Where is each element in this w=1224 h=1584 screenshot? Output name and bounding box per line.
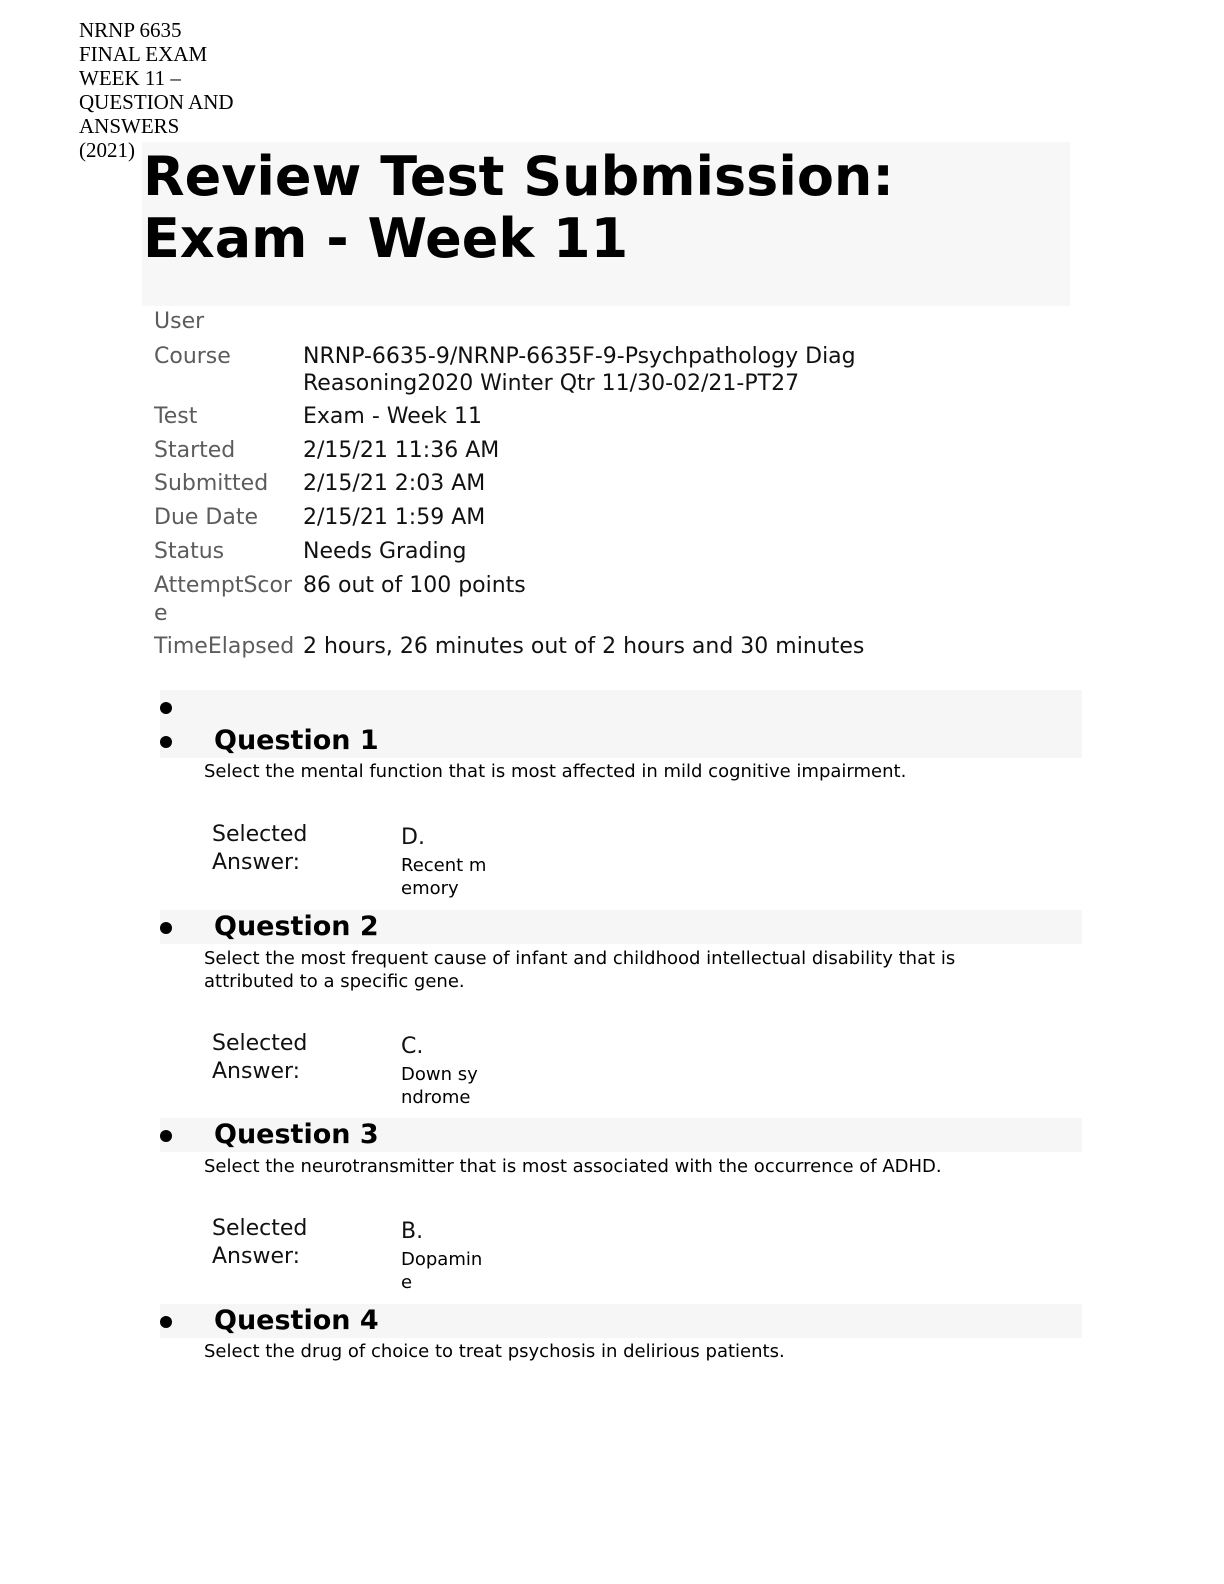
- question-1-answer-text: Recent memory: [401, 855, 487, 899]
- question-1-heading: Question 1: [214, 725, 379, 756]
- bullet-icon: [160, 702, 172, 714]
- test-label: Test: [154, 404, 198, 429]
- attempt-score-value: 86 out of 100 points: [303, 573, 526, 598]
- bullet-icon: [160, 922, 172, 934]
- empty-list-item-bar: [160, 690, 1082, 724]
- submitted-label: Submitted: [154, 471, 269, 496]
- bullet-icon: [160, 1316, 172, 1328]
- due-date-value: 2/15/21 1:59 AM: [303, 505, 486, 530]
- question-1-answer-letter: D.: [401, 825, 425, 850]
- course-value-line1: NRNP-6635-9/NRNP-6635F-9-Psychpathology Diag: [303, 344, 856, 369]
- question-4-text: Select the drug of choice to treat psychosis in delirious patients.: [204, 1341, 785, 1362]
- started-label: Started: [154, 438, 236, 463]
- started-value: 2/15/21 11:36 AM: [303, 438, 500, 463]
- page-title-line: Exam - Week 11: [143, 207, 629, 270]
- question-3-answer-letter: B.: [401, 1219, 424, 1244]
- document-header-line: WEEK 11 –: [79, 66, 181, 90]
- question-2-heading: Question 2: [214, 911, 379, 942]
- attempt-score-label: AttemptScore: [154, 573, 293, 626]
- time-elapsed-value: 2 hours, 26 minutes out of 2 hours and 30 minutes: [303, 634, 865, 659]
- question-2-text: Select the most frequent cause of infant and childhood intellectual disability that is attributed to a specific gene.: [204, 948, 956, 992]
- page-title-line: Review Test Submission:: [143, 145, 894, 208]
- question-3-answer-text: Dopamine: [401, 1249, 483, 1293]
- document-header-line: ANSWERS: [79, 114, 180, 138]
- page-title: [143, 146, 894, 270]
- question-3-text: Select the neurotransmitter that is most associated with the occurrence of ADHD.: [204, 1156, 942, 1177]
- submitted-value: 2/15/21 2:03 AM: [303, 471, 486, 496]
- question-3-selected-answer-label: Selected Answer:: [212, 1216, 308, 1269]
- bullet-icon: [160, 736, 172, 748]
- document-header-line: NRNP 6635: [79, 18, 182, 42]
- course-value-line2: Reasoning2020 Winter Qtr 11/30-02/21-PT27: [303, 371, 800, 396]
- document-header-line: (2021): [79, 138, 135, 162]
- time-elapsed-label: TimeElapsed: [154, 634, 295, 659]
- question-3-heading: Question 3: [214, 1119, 379, 1150]
- question-2-answer-letter: C.: [401, 1034, 424, 1059]
- question-4-heading: Question 4: [214, 1305, 379, 1336]
- bullet-icon: [160, 1130, 172, 1142]
- due-date-label: Due Date: [154, 505, 258, 530]
- status-label: Status: [154, 539, 225, 564]
- document-header-line: FINAL EXAM: [79, 42, 208, 66]
- question-2-selected-answer-label: Selected Answer:: [212, 1031, 308, 1084]
- question-1-text: Select the mental function that is most affected in mild cognitive impairment.: [204, 761, 907, 782]
- document-header: [79, 18, 279, 162]
- test-value: Exam - Week 11: [303, 404, 483, 429]
- course-label: Course: [154, 344, 231, 369]
- user-label: User: [154, 309, 205, 334]
- status-value: Needs Grading: [303, 539, 467, 564]
- question-1-selected-answer-label: Selected Answer:: [212, 822, 308, 875]
- question-2-answer-text: Down syndrome: [401, 1064, 478, 1108]
- document-header-line: QUESTION AND: [79, 90, 234, 114]
